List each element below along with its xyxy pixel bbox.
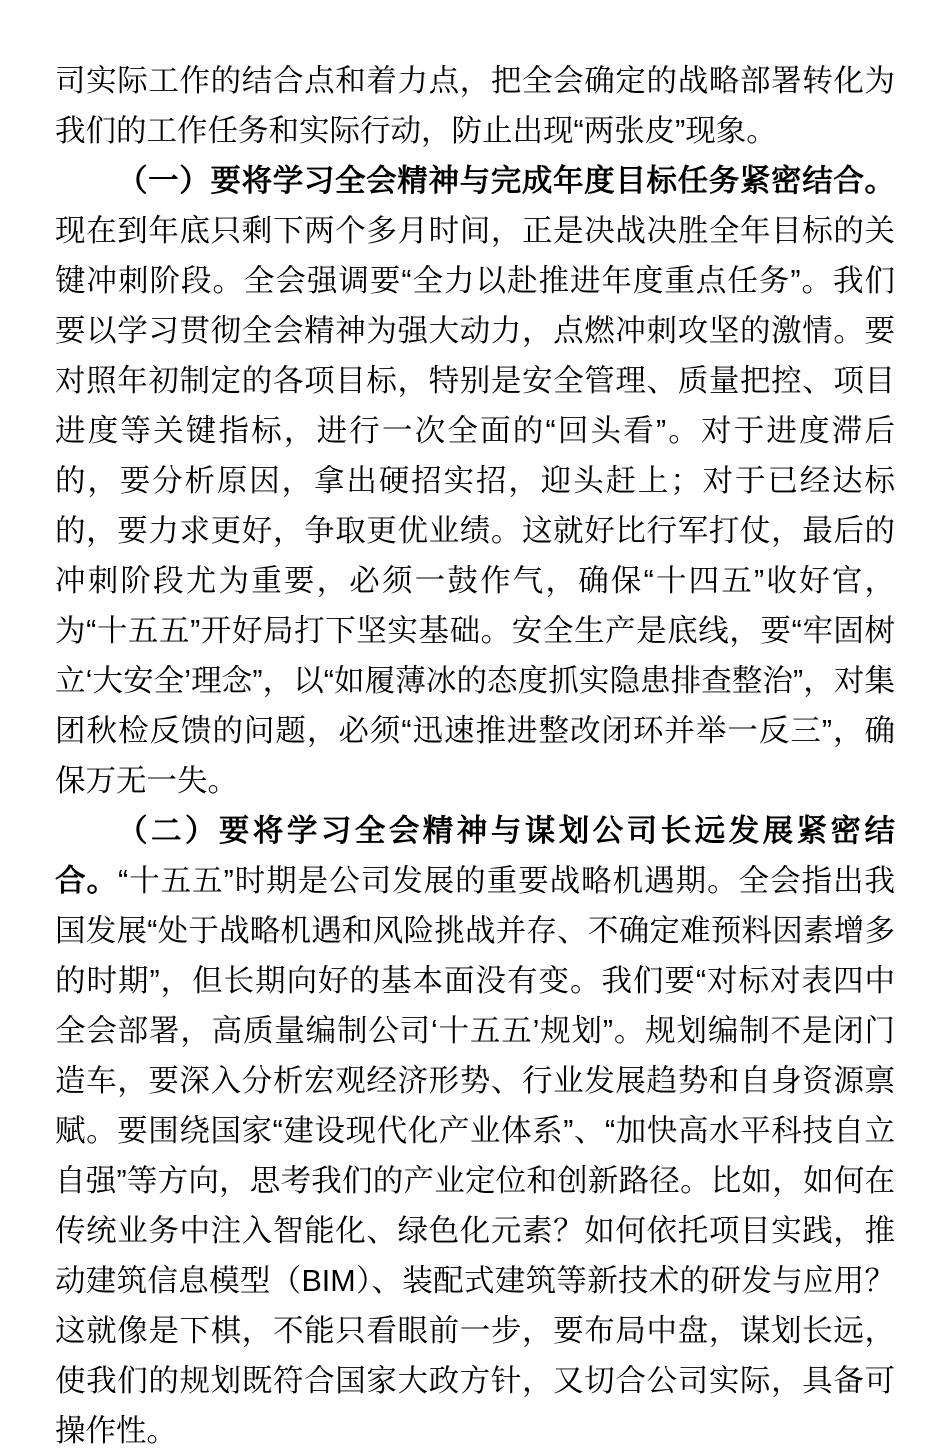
section-body-two: “十五五”时期是公司发展的重要战略机遇期。全会指出我国发展“处于战略机遇和风险挑战并存、不确定难预料因素增多的时期”，但长期向好的基本面没有变。我们要“对标对表四中全会部署，高质量编制公司‘十五五’规划”。规划编制不是闭门造车，要深入分析宏观经济形势、行业发展趋势和自身资源禀赋。要围绕国家“建设现代化产业体系”、“加快高水平科技自立自强”等方向，思考我们的产业定位和创新路径。比如，如何在传统业务中注入智能化、绿色化元素？如何依托项目实践，推动建筑信息模型（BIM）、装配式建筑等新技术的研发与应用？这就像是下棋，不能只看眼前一步，要布局中盘，谋划长远，使我们的规划既符合国家大政方针，又切合公司实际，具备可操作性。 — [55, 864, 896, 1448]
document-body — [55, 56, 895, 1456]
section-heading-one: （一）要将学习全会精神与完成年度目标任务紧密结合。 — [117, 164, 895, 198]
paragraph-text: 司实际工作的结合点和着力点，把全会确定的战略部署转化为我们的工作任务和实际行动，防止出现“两张皮”现象。 — [55, 64, 895, 148]
section-body-one: 现在到年底只剩下两个多月时间，正是决战决胜全年目标的关键冲刺阶段。全会强调要“全力以赴推进年度重点任务”。我们要以学习贯彻全会精神为强大动力，点燃冲刺攻坚的激情。要对照年初制定的各项目标，特别是安全管理、质量把控、项目进度等关键指标，进行一次全面的“回头看”。对于进度滞后的，要分析原因，拿出硬招实招，迎头赶上；对于已经达标的，要力求更好，争取更优业绩。这就好比行军打仗，最后的冲刺阶段尤为重要，必须一鼓作气，确保“十四五”收好官，为“十五五”开好局打下坚实基础。安全生产是底线，要“牢固树立‘大安全’理念”，以“如履薄冰的态度抓实隐患排查整治”，对集团秋检反馈的问题，必须“迅速推进整改闭环并举一反三”，确保万无一失。 — [55, 214, 895, 798]
paragraph-section-two — [55, 806, 895, 1456]
paragraph-continuation — [55, 56, 895, 156]
paragraph-section-one — [55, 156, 895, 806]
section-heading-two: （二）要将学习全会精神与谋划公司长远发展紧密结合。 — [55, 814, 895, 898]
